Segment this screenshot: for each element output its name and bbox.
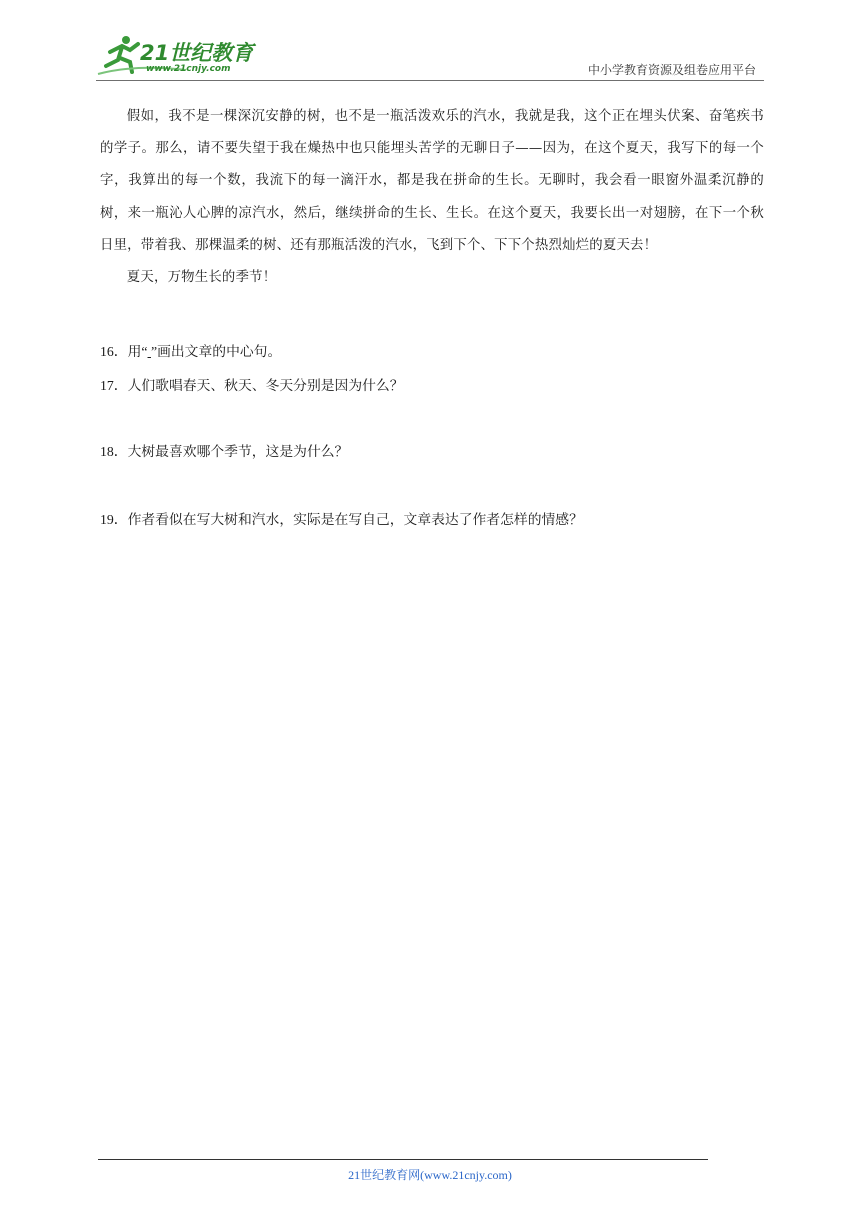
logo (96, 34, 256, 78)
footer-divider (98, 1159, 708, 1160)
question-text: ”画出文章的中心句。 (150, 344, 282, 359)
question-number: 19． (100, 512, 128, 527)
question-18 (100, 443, 348, 461)
question-text: 人们歌唱春天、秋天、冬天分别是因为什么？ (127, 378, 404, 393)
question-number: 17． (100, 378, 128, 393)
logo-url-text: www.21cnjy.com (146, 64, 231, 74)
question-text: 用“ (127, 344, 148, 359)
page-header (96, 34, 764, 81)
question-16 (100, 343, 281, 361)
footer-text: 21世纪教育网(www.21cnjy.com) (348, 1168, 512, 1182)
question-17 (100, 377, 404, 395)
passage-paragraph: 夏天，万物生长的季节！ (126, 270, 277, 286)
question-number: 18． (100, 444, 128, 459)
question-19 (100, 511, 583, 529)
passage (100, 101, 764, 294)
question-number: 16． (100, 344, 128, 359)
logo-text: 21世纪教育 (140, 41, 254, 65)
question-text: 作者看似在写大树和汽水，实际是在写自己，文章表达了作者怎样的情感？ (127, 512, 583, 527)
question-text: 大树最喜欢哪个季节，这是为什么？ (127, 444, 349, 459)
platform-name: 中小学教育资源及组卷应用平台 (587, 63, 756, 77)
passage-paragraph: 假如，我不是一棵深沉安静的树，也不是一瓶活泼欢乐的汽水，我就是我，这个正在埋头伏案、奋笔疾书的学子。那么，请不要失望于我在燥热中也只能埋头苦学的无聊日子——因为，在这个夏天，我写下的每一个字，我算出的每一个数，我流下的每一滴汗水，都是我在拼命的生长。无聊时，我会看一眼窗外温柔沉静的树，来一瓶沁人心脾的凉汽水，然后，继续拼命的生长、生长。在这个夏天，我要长出一对翅膀，在下一个秋日里，带着我、那棵温柔的树、还有那瓶活泼的汽水，飞到下个、下下个热烈灿烂的夏天去！ (100, 109, 764, 253)
